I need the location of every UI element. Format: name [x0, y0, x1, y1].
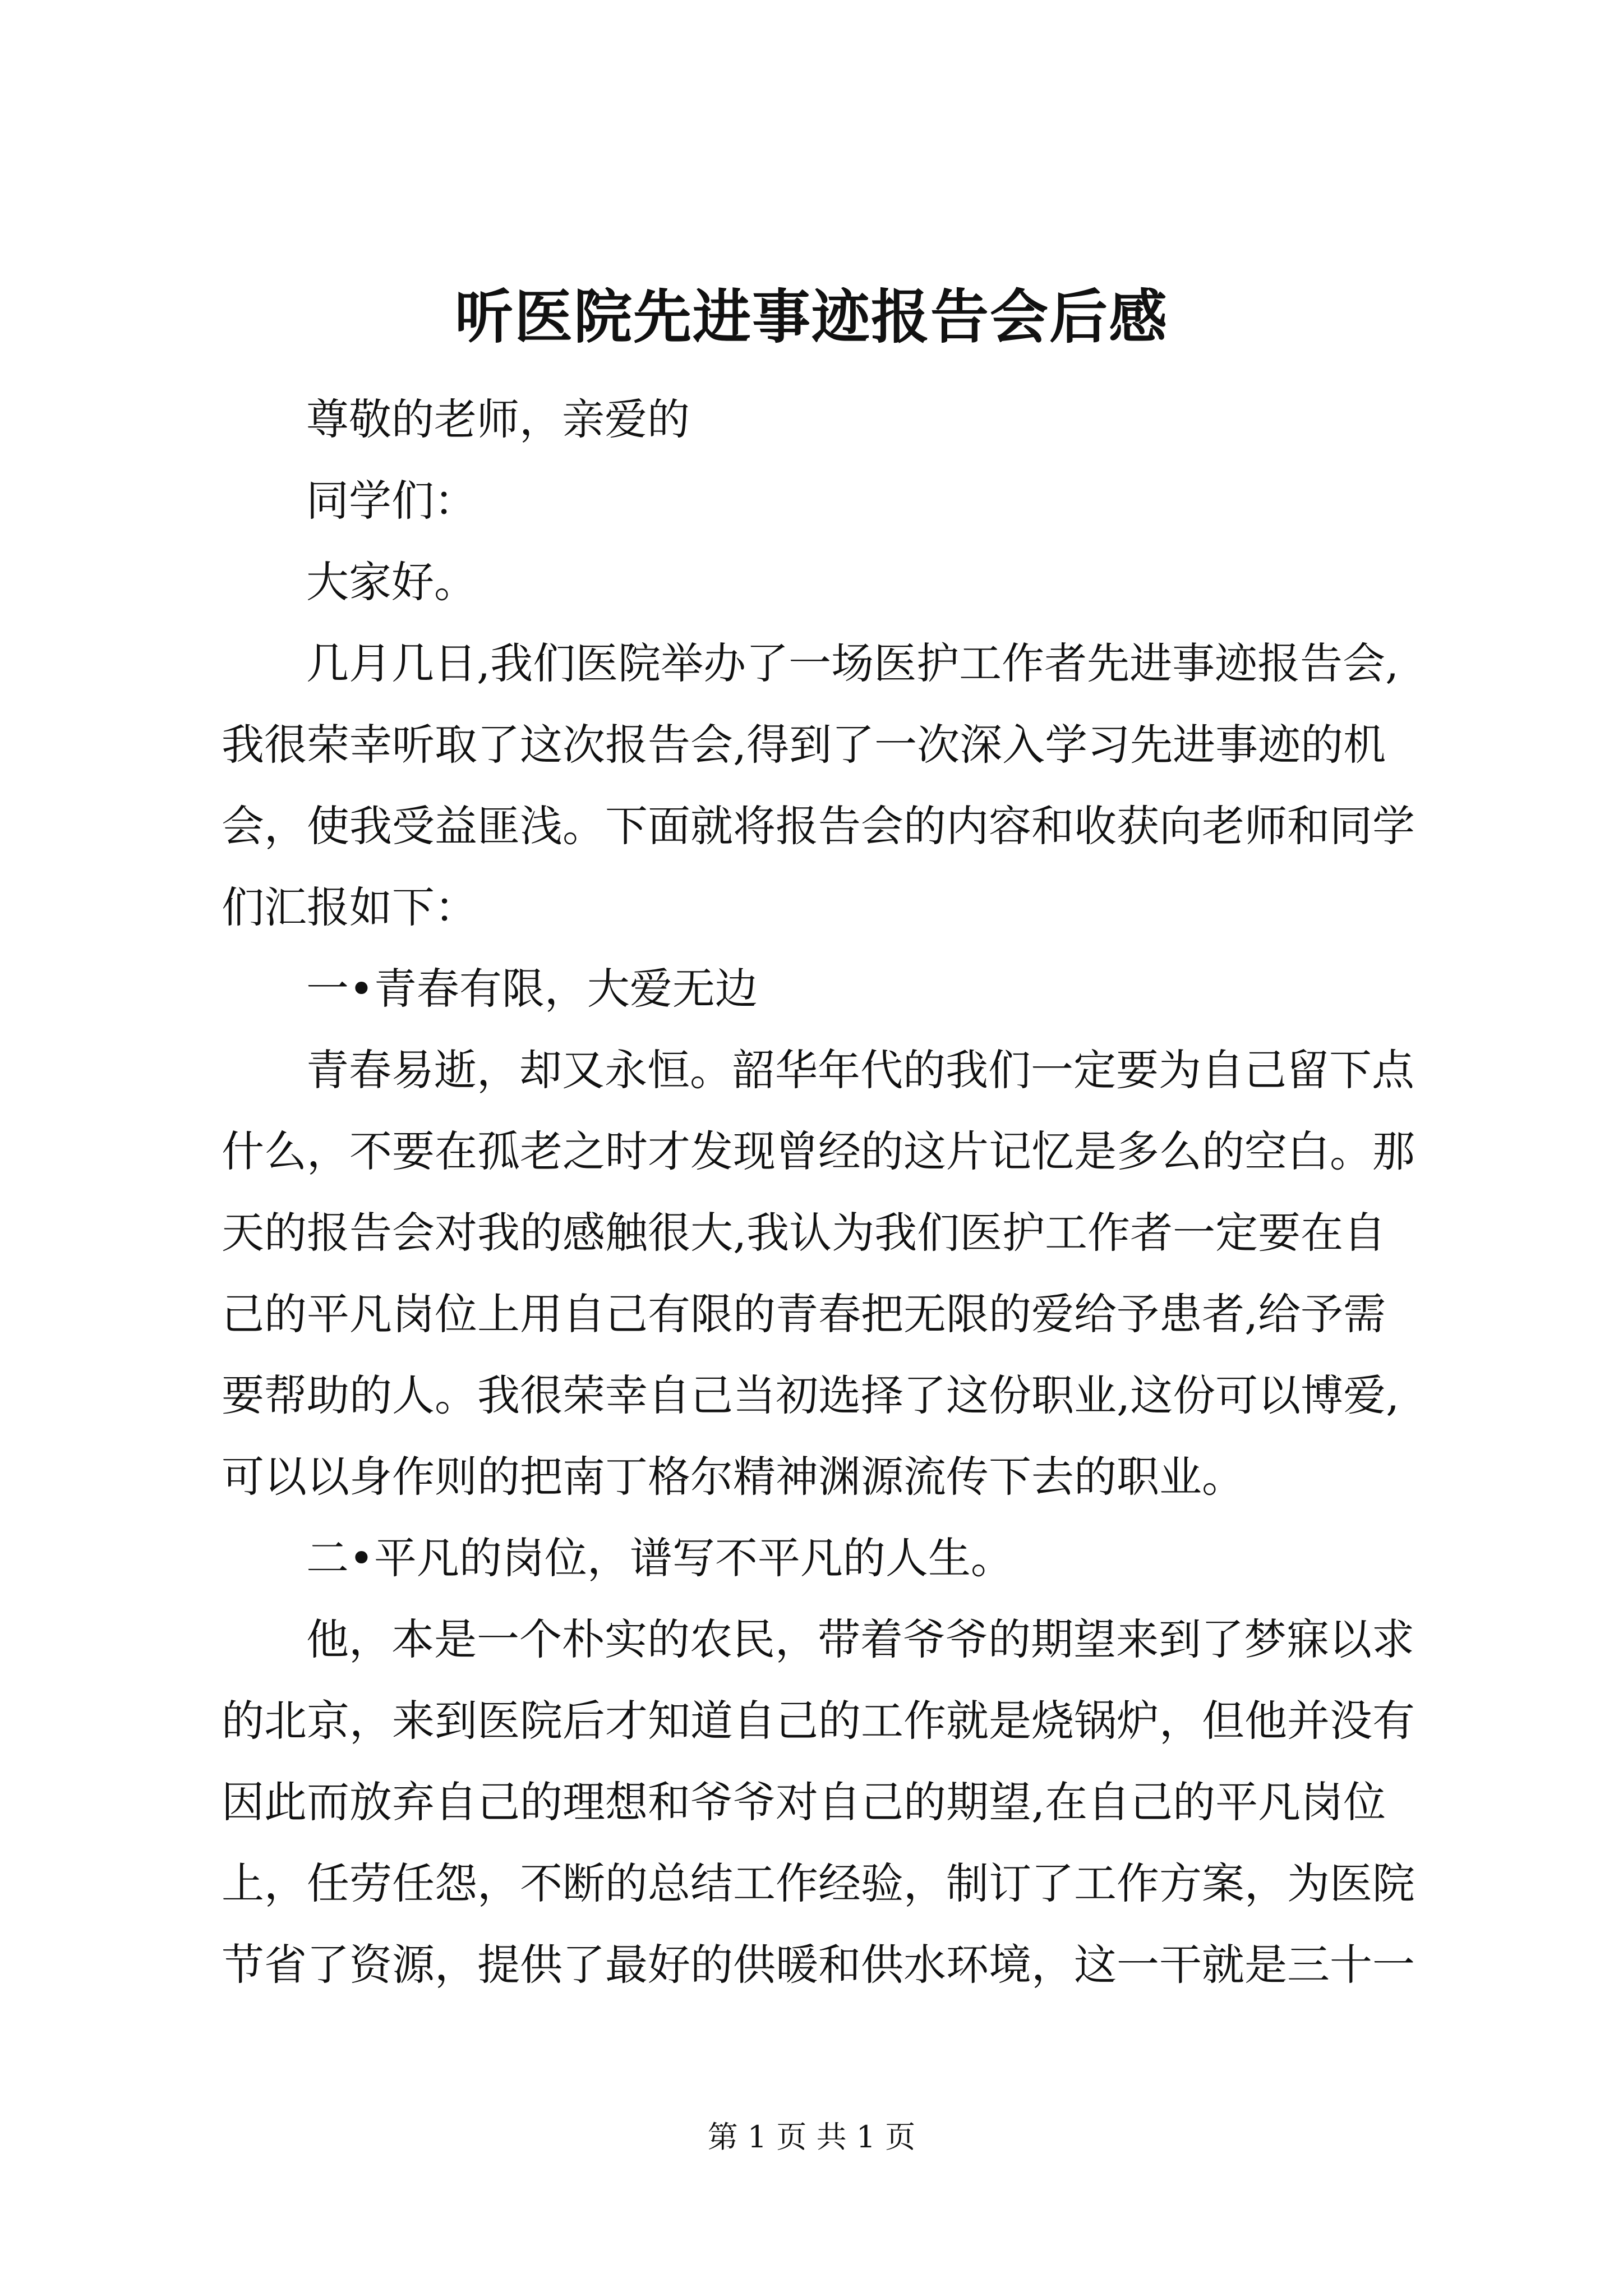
- body-line: 什么，不要在孤老之时才发现曾经的这片记忆是多么的空白。那: [222, 1126, 1415, 1176]
- section-heading: 一•青春有限，大爱无边: [306, 964, 758, 1014]
- body-line: 们汇报如下：: [222, 882, 477, 932]
- section-heading: 二•平凡的岗位，谱写不平凡的人生。: [306, 1533, 1013, 1583]
- body-line: 我很荣幸听取了这次报告会,得到了一次深入学习先进事迹的机: [222, 720, 1386, 770]
- body-line: 青春易逝，却又永恒。韶华年代的我们一定要为自己留下点: [306, 1045, 1414, 1095]
- body-line: 可以以身作则的把南丁格尔精神渊源流传下去的职业。: [222, 1452, 1244, 1502]
- body-line: 他，本是一个朴实的农民，带着爷爷的期望来到了梦寐以求: [306, 1614, 1414, 1664]
- body-line: 因此而放弃自己的理想和爷爷对自己的期望,在自己的平凡岗位: [222, 1777, 1386, 1827]
- body-line: 同学们：: [306, 476, 477, 526]
- body-line: 的北京，来到医院后才知道自己的工作就是烧锅炉，但他并没有: [222, 1696, 1415, 1746]
- body-line: 天的报告会对我的感触很大,我认为我们医护工作者一定要在自: [222, 1208, 1386, 1258]
- page-footer: 第 1 页 共 1 页: [707, 2119, 916, 2155]
- body-line: 几月几日,我们医院举办了一场医护工作者先进事迹报告会,: [306, 638, 1399, 688]
- body-line: 会，使我受益匪浅。下面就将报告会的内容和收获向老师和同学: [222, 801, 1415, 851]
- body-line: 上，任劳任怨，不断的总结工作经验，制订了工作方案，为医院: [222, 1858, 1415, 1908]
- body-line: 尊敬的老师，亲爱的: [306, 394, 690, 444]
- document-title: 听医院先进事迹报告会后感: [454, 282, 1168, 351]
- body-line: 己的平凡岗位上用自己有限的青春把无限的爱给予患者,给予需: [222, 1289, 1386, 1339]
- body-line: 节省了资源，提供了最好的供暖和供水环境，这一干就是三十一: [222, 1940, 1415, 1990]
- body-line: 大家好。: [306, 557, 477, 607]
- body-line: 要帮助的人。我很荣幸自己当初选择了这份职业,这份可以博爱,: [222, 1370, 1400, 1420]
